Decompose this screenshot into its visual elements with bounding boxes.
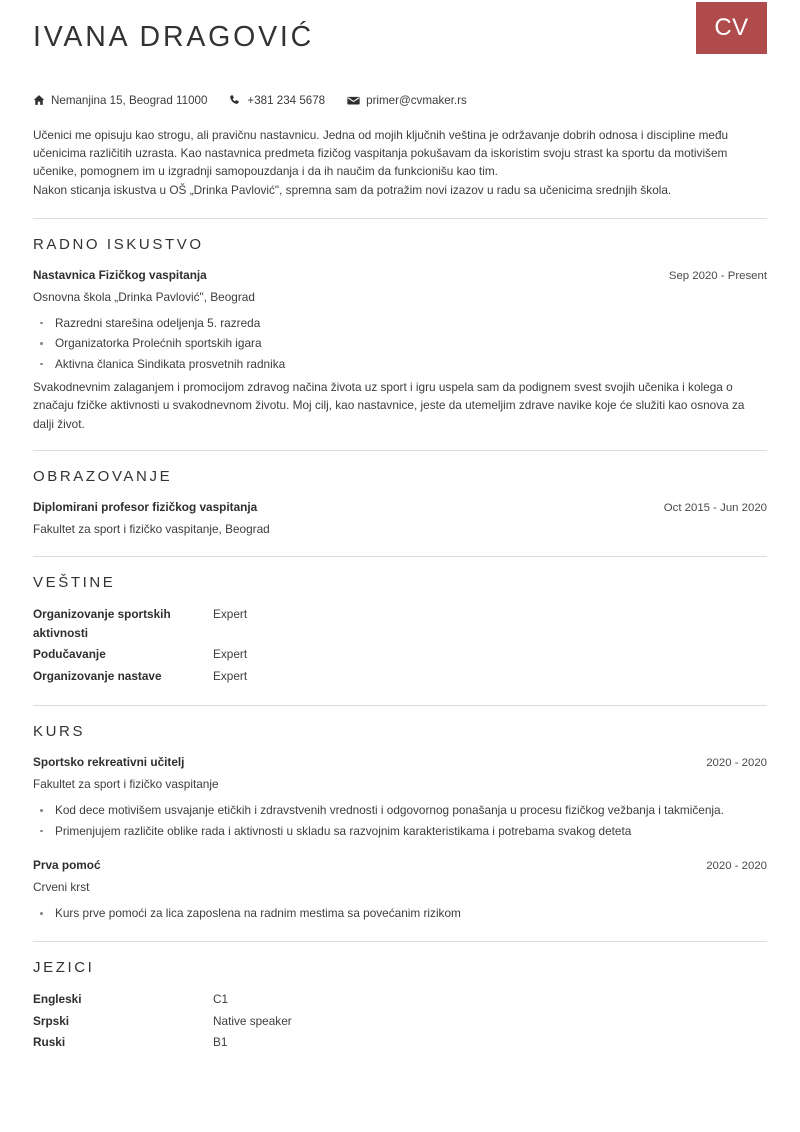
envelope-icon xyxy=(347,94,360,107)
summary-paragraph-2: Nakon sticanja iskustva u OŠ „Drinka Pavlović", spremna sam da potražim novi izazov u radu sa učenicima srednjih škola. xyxy=(33,182,672,197)
language-level: Native speaker xyxy=(213,1013,292,1028)
course-provider: Fakultet za sport i fizičko vaspitanje xyxy=(33,777,219,792)
education-entry xyxy=(33,499,767,539)
section-skills xyxy=(33,557,767,705)
experience-employer: Osnovna škola „Drinka Pavlović", Beograd xyxy=(33,289,255,304)
page-title: IVANA DRAGOVIĆ xyxy=(33,21,314,53)
contact-row xyxy=(33,92,767,108)
spacer xyxy=(33,688,767,705)
languages-list xyxy=(33,990,767,1052)
spacer xyxy=(33,924,767,941)
language-name: Engleski xyxy=(33,992,82,1007)
course-title: Sportsko rekreativni učitelj xyxy=(33,755,185,770)
contact-phone-text: +381 234 5678 xyxy=(247,93,326,107)
phone-icon xyxy=(229,94,241,106)
language-level: C1 xyxy=(213,992,229,1007)
experience-entry xyxy=(33,267,767,433)
contact-address-text: Nemanjina 15, Beograd 11000 xyxy=(51,93,208,107)
contact-address xyxy=(33,94,207,107)
skill-row xyxy=(33,667,767,686)
language-name: Srpski xyxy=(33,1013,70,1028)
experience-job-title: Nastavnica Fizičkog vaspitanja xyxy=(33,267,207,282)
list-item: Aktivna članica Sindikata prosvetnih radnika xyxy=(33,355,767,373)
education-entry-head xyxy=(33,499,767,517)
contact-email xyxy=(347,94,467,107)
education-institution: Fakultet za sport i fizičko vaspitanje, Beograd xyxy=(33,522,270,537)
experience-bullet-list xyxy=(33,314,767,373)
language-row xyxy=(33,1012,767,1031)
course-bullet-list xyxy=(33,801,767,840)
course-provider: Crveni krst xyxy=(33,880,90,895)
course-entry-head xyxy=(33,754,767,772)
home-icon xyxy=(33,94,45,106)
skill-name: Organizovanje nastave xyxy=(33,668,162,683)
contact-phone xyxy=(229,94,325,107)
experience-date-range: Sep 2020 - Present xyxy=(668,269,767,282)
summary-section xyxy=(33,126,767,199)
list-item: Primenjujem različite oblike rada i aktivnosti u skladu sa razvojnim karakteristikama i potrebama svakog deteta xyxy=(33,822,767,840)
skills-list xyxy=(33,605,767,685)
skill-name: Organizovanje sportskih aktivnosti xyxy=(33,607,171,640)
list-item: Kurs prve pomoći za lica zaposlena na radnim mestima sa povećanim rizikom xyxy=(33,904,767,922)
spacer xyxy=(33,433,767,450)
list-item: Kod dece motivišem usvajanje etičkih i zdravstvenih vrednosti i odgovornog ponašanja u procesu fizičkog vežbanja i takmičenja. xyxy=(33,801,767,819)
spacer xyxy=(33,539,767,556)
skill-level: Expert xyxy=(213,647,248,662)
course-entry xyxy=(33,857,767,922)
skill-name: Podučavanje xyxy=(33,647,106,662)
cv-logo-label: CV xyxy=(714,14,749,41)
language-row xyxy=(33,990,767,1009)
experience-description: Svakodnevnim zalaganjem i promocijom zdravog načina života uz sport i igru uspela sam da podignem svest svojih učenika i kolega o značaju fzičke aktivnosti u svakodnevnom životu. Moj cilj, kao nastavnice, jeste da utemeljim zdrave navike koje će služiti kao osnova za dalji život. xyxy=(33,380,745,431)
skill-row xyxy=(33,645,767,664)
course-bullet-list xyxy=(33,904,767,922)
section-title-education: OBRAZOVANJE xyxy=(33,468,173,486)
language-name: Ruski xyxy=(33,1035,66,1050)
skill-level: Expert xyxy=(213,668,248,683)
education-date-range: Oct 2015 - Jun 2020 xyxy=(663,502,767,515)
resume-header xyxy=(33,0,767,72)
course-title: Prva pomoć xyxy=(33,858,101,873)
skill-level: Expert xyxy=(213,607,248,622)
education-degree: Diplomirani profesor fizičkog vaspitanja xyxy=(33,500,258,515)
section-experience xyxy=(33,219,767,450)
skill-row xyxy=(33,605,767,642)
course-date-range: 2020 - 2020 xyxy=(706,860,767,873)
course-date-range: 2020 - 2020 xyxy=(706,757,767,770)
list-item: Razredni starešina odeljenja 5. razreda xyxy=(33,314,767,332)
section-title-skills: VEŠTINE xyxy=(33,574,116,592)
language-row xyxy=(33,1033,767,1052)
section-courses xyxy=(33,706,767,941)
cv-logo-badge xyxy=(696,2,767,54)
contact-email-text: primer@cvmaker.rs xyxy=(366,93,467,107)
list-item: Organizatorka Prolećnih sportskih igara xyxy=(33,334,767,352)
section-title-languages: JEZICI xyxy=(33,959,95,977)
section-title-courses: KURS xyxy=(33,723,86,741)
section-education xyxy=(33,451,767,556)
language-level: B1 xyxy=(213,1035,228,1050)
summary-paragraph-1: Učenici me opisuju kao strogu, ali pravičnu nastavnicu. Jedna od mojih ključnih veština je održavanje dobrih odnosa i discipline među učenicima različitih uzrasta. Kao nastavnica predmeta fizičog vaspitanja pokušavam da iskoristim svoju strast ka sportu da motivišem učenike, pomognem im u izgradnji samopouzdanja i da ih naučim da funkcionišu kao tim. xyxy=(33,128,729,179)
experience-entry-head xyxy=(33,267,767,285)
course-entry-head xyxy=(33,857,767,875)
section-title-experience: RADNO ISKUSTVO xyxy=(33,235,204,253)
course-entry xyxy=(33,754,767,840)
section-languages xyxy=(33,942,767,1052)
